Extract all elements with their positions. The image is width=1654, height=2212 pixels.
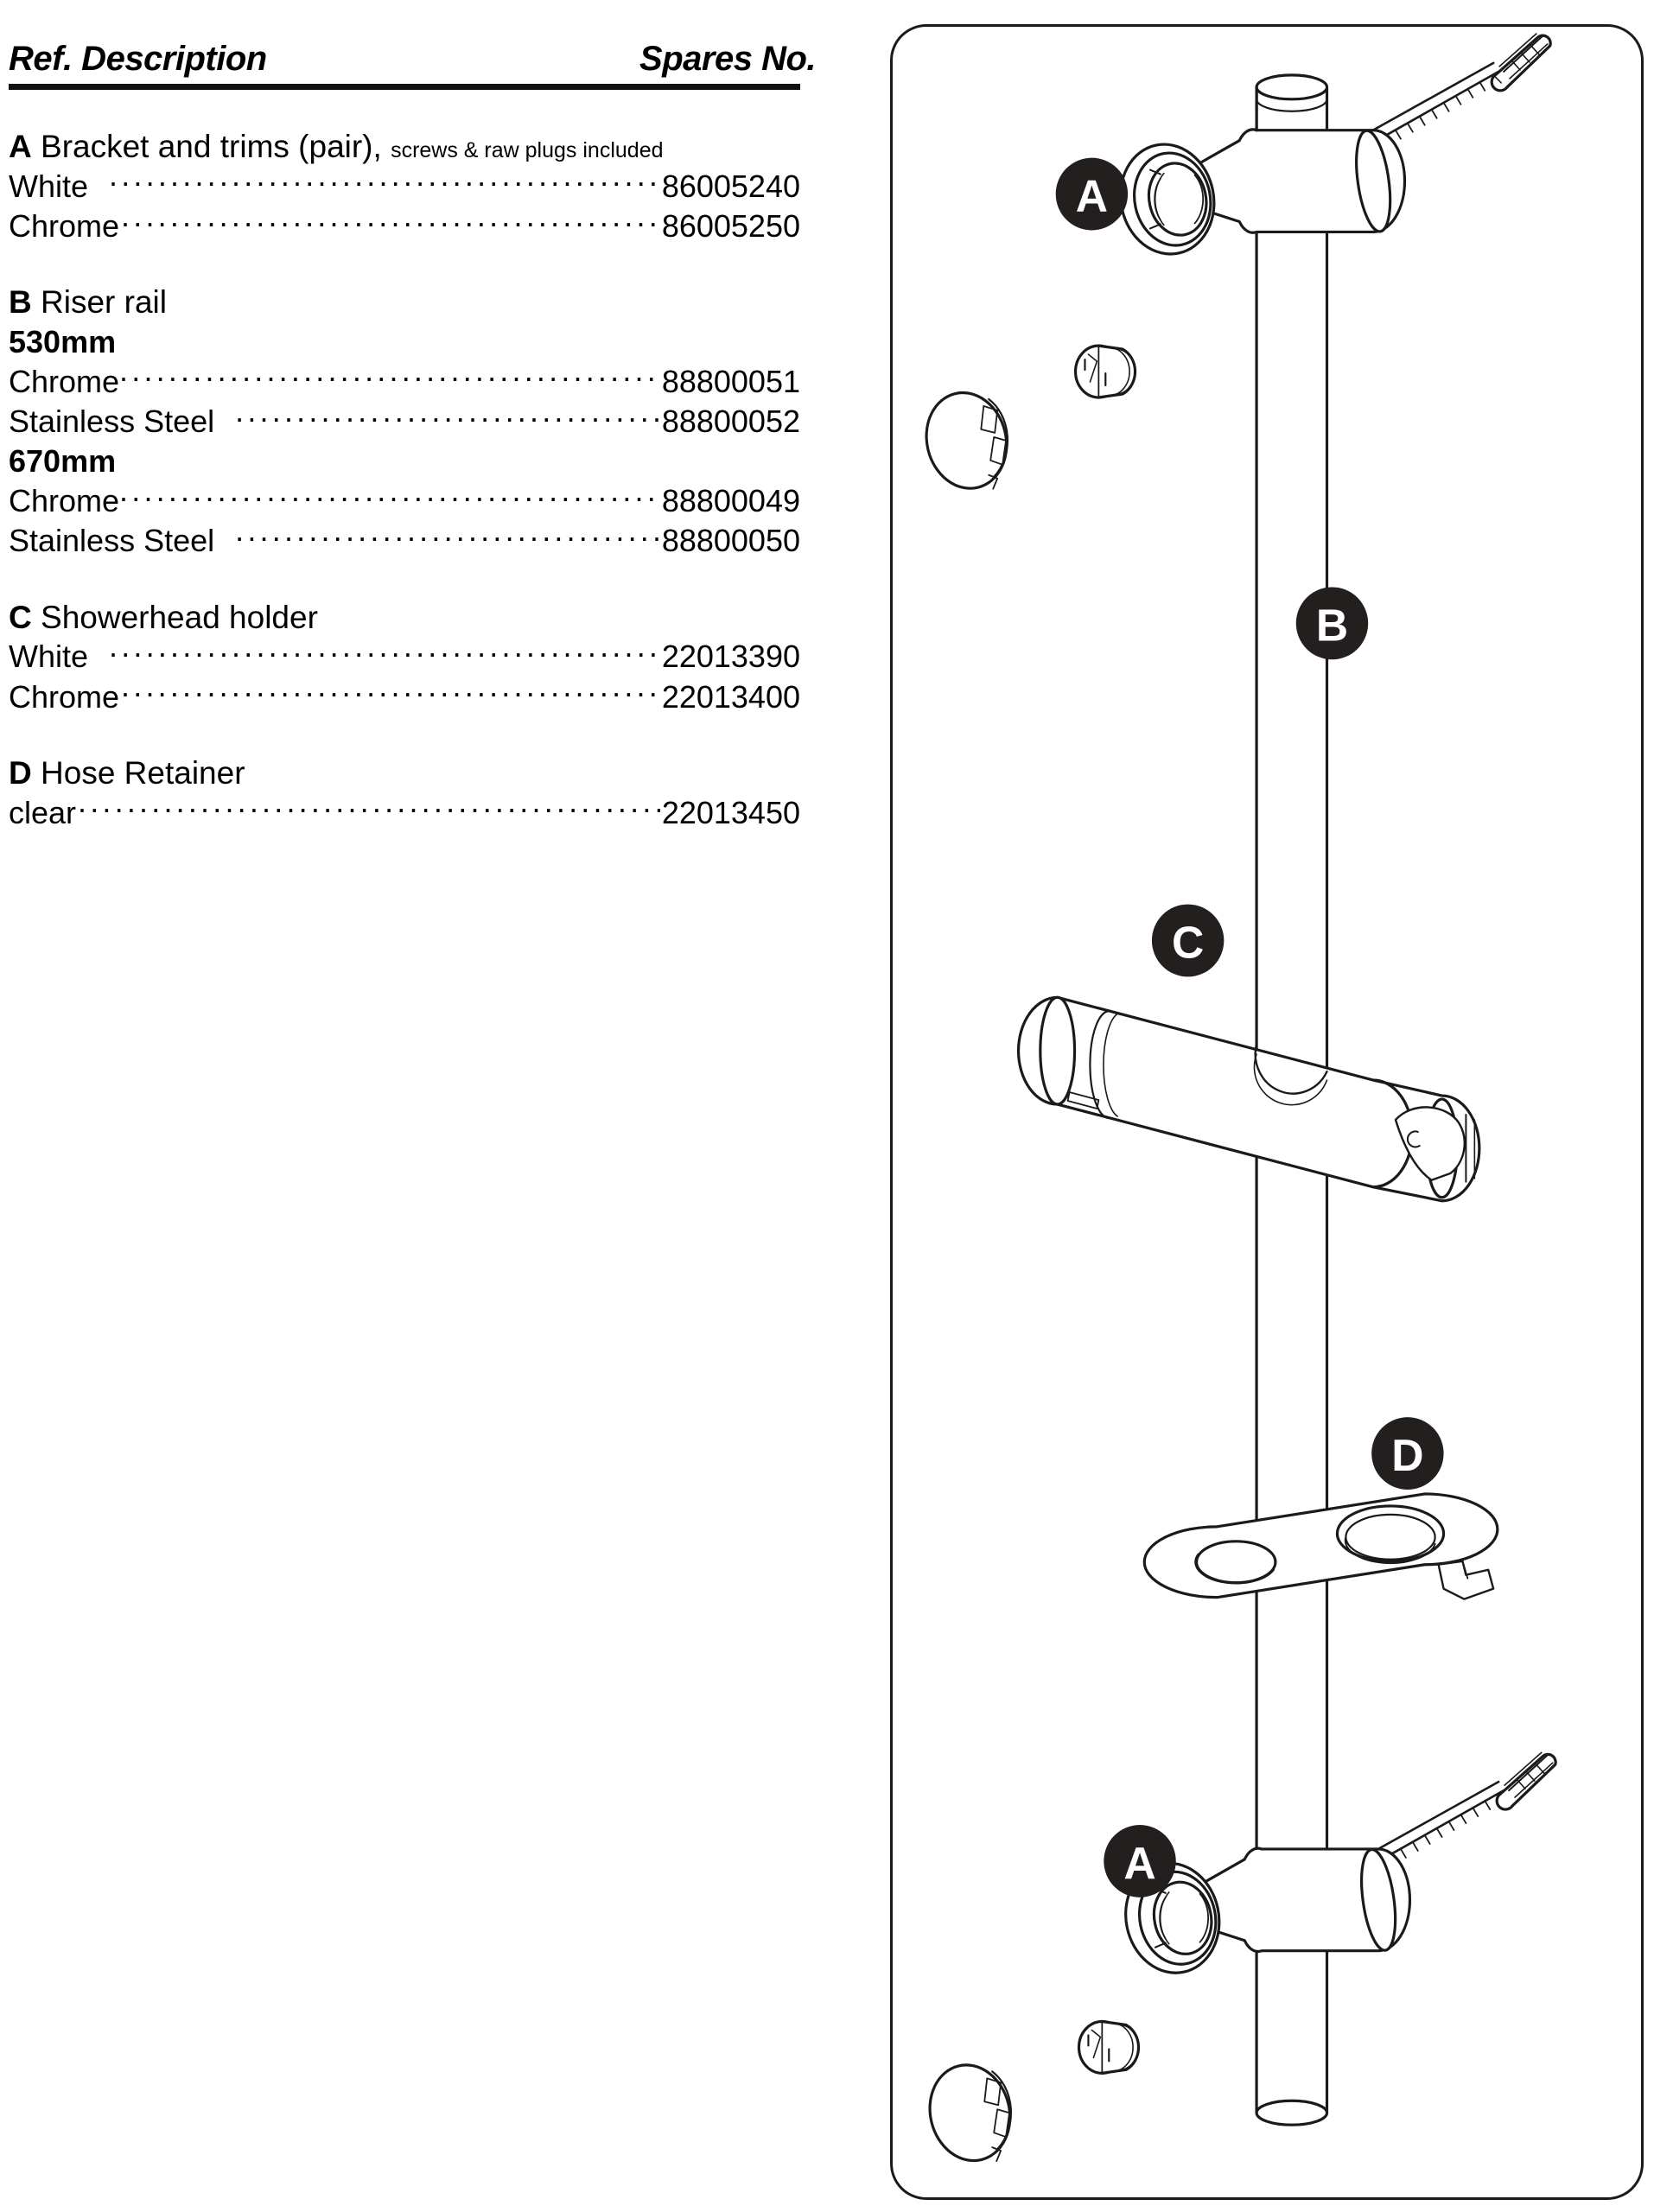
part-variant-name: White — [9, 168, 89, 204]
part-number: 22013450 — [661, 794, 800, 830]
section-c-description: Showerhead holder — [41, 599, 318, 635]
section-b-title — [9, 283, 821, 321]
callout-label: A — [1123, 1837, 1156, 1888]
part-number: 88800052 — [661, 404, 800, 440]
section-a-description: Bracket and trims (pair), — [41, 129, 382, 164]
parts-section-b — [5, 283, 821, 561]
section-a-ref: A — [9, 129, 32, 164]
section-b-ref: B — [9, 284, 32, 321]
dot-leader — [235, 401, 660, 432]
callout-label: B — [1315, 600, 1349, 651]
callout-badge-c — [1152, 905, 1224, 977]
part-variant-name: Chrome — [9, 483, 120, 519]
part-variant-name: White — [9, 639, 89, 675]
part-number: 88800050 — [661, 523, 800, 559]
part-row — [9, 677, 821, 716]
header-divider — [9, 84, 800, 90]
dot-leader — [119, 361, 660, 392]
dot-leader — [235, 520, 660, 551]
showerhead-holder — [1019, 997, 1479, 1200]
table-header — [5, 40, 821, 84]
part-row — [9, 401, 821, 441]
section-a-title — [9, 128, 821, 166]
raw-plug-bottom — [1497, 1752, 1555, 1809]
part-number: 22013400 — [661, 678, 800, 715]
hose-retainer — [1144, 1494, 1498, 1599]
part-row — [9, 636, 821, 676]
trim-cap-bottom — [920, 2056, 1021, 2170]
callout-label: D — [1391, 1429, 1424, 1481]
column-header-description: Ref. Description — [9, 40, 267, 78]
section-d-title — [9, 754, 821, 792]
callout-badge-a-top — [1056, 158, 1128, 231]
part-number: 88800051 — [661, 363, 800, 399]
grub-plug-top — [1076, 346, 1136, 397]
dot-leader — [121, 677, 660, 708]
part-variant-name: Chrome — [9, 363, 120, 399]
bracket-assembly-bottom — [1116, 1752, 1555, 1981]
part-row — [9, 166, 821, 206]
parts-section-a — [5, 128, 821, 245]
section-b-description: Riser rail — [41, 284, 167, 321]
part-variant-name: Chrome — [9, 207, 120, 244]
part-number: 22013390 — [661, 639, 800, 675]
part-variant-name: Stainless Steel — [9, 523, 215, 559]
dot-leader — [121, 206, 660, 237]
dot-leader — [109, 636, 660, 667]
trim-cap-top — [917, 385, 1017, 498]
part-row — [9, 520, 821, 560]
section-d-ref: D — [9, 754, 32, 791]
exploded-diagram-panel — [890, 24, 1644, 2200]
section-a-note: screws & raw plugs included — [391, 138, 664, 162]
dot-leader — [78, 792, 660, 823]
part-variant-name: Chrome — [9, 678, 120, 715]
grub-plug-bottom — [1079, 2021, 1139, 2073]
part-row — [9, 480, 821, 520]
callout-badge-a-bottom — [1104, 1825, 1175, 1897]
parts-section-d — [5, 754, 821, 832]
dot-leader — [109, 166, 660, 197]
callout-badge-d — [1371, 1417, 1443, 1490]
bracket-trim-collar-top — [1110, 136, 1224, 263]
part-variant-name: clear — [9, 794, 77, 830]
size-group-label: 530mm — [9, 323, 117, 359]
callout-badge-b — [1296, 587, 1368, 659]
callout-label: C — [1171, 917, 1205, 968]
dot-leader — [119, 480, 660, 512]
size-group-label: 670mm — [9, 443, 117, 480]
part-row — [9, 792, 821, 832]
column-header-spares-no: Spares No. — [639, 40, 816, 78]
part-variant-name: Stainless Steel — [9, 404, 215, 440]
part-number: 88800049 — [661, 483, 800, 519]
part-number: 86005240 — [661, 168, 800, 204]
part-number: 86005250 — [661, 207, 800, 244]
section-d-description: Hose Retainer — [41, 754, 245, 791]
raw-plug-top — [1492, 34, 1550, 91]
part-row — [9, 206, 821, 245]
bracket-assembly-top — [1110, 34, 1550, 263]
callout-label: A — [1075, 170, 1109, 221]
section-c-title — [9, 599, 821, 637]
section-c-ref: C — [9, 599, 32, 635]
riser-rail-assembly-drawing — [893, 27, 1641, 2197]
part-row — [9, 361, 821, 401]
parts-section-c — [5, 599, 821, 716]
